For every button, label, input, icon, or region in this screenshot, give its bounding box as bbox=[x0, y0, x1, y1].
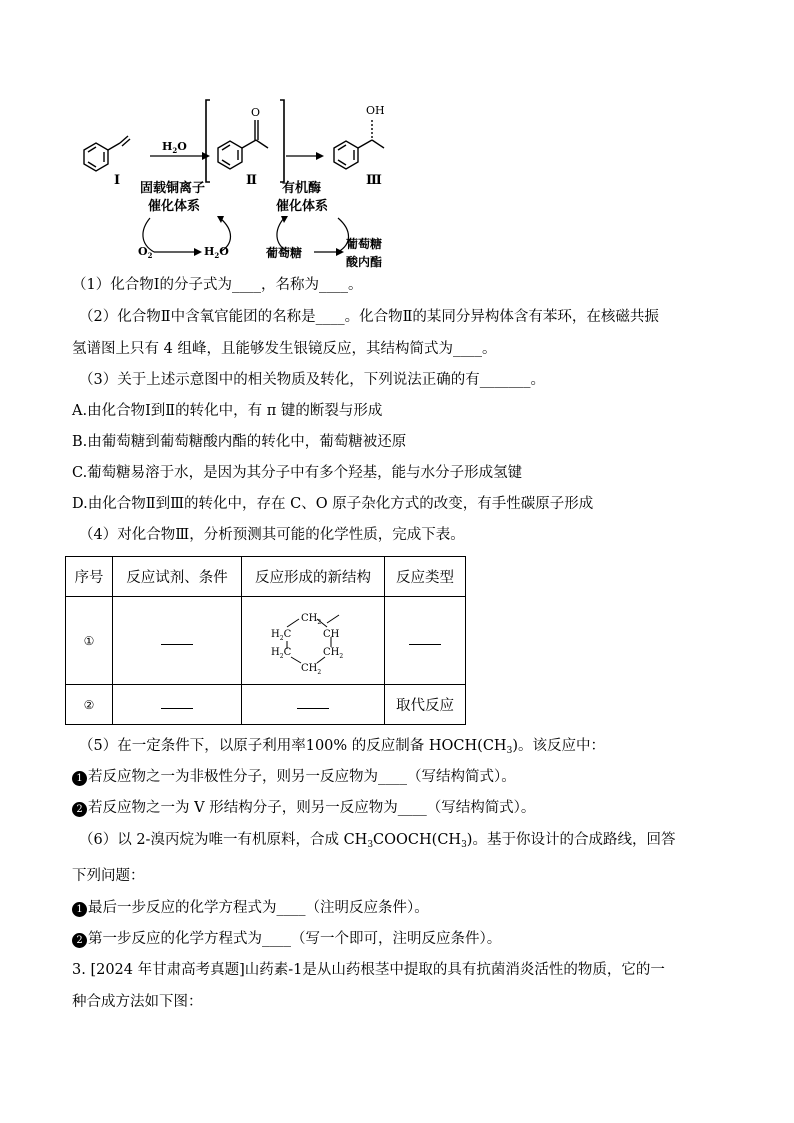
arrow-2-head bbox=[316, 152, 324, 160]
question-3-gansu-line1: 3. [2024 年甘肃高考真题]山药素-1是从山药根茎中提取的具有抗菌消炎活性的物质，它的一 bbox=[72, 962, 665, 978]
question-3: （3）关于上述示意图中的相关物质及转化，下列说法正确的有_______。 bbox=[79, 372, 545, 388]
catalyst-1-line2: 催化体系 bbox=[148, 199, 201, 214]
header-no: 序号 bbox=[66, 557, 113, 597]
compound-2-structure bbox=[218, 120, 268, 169]
compound-1-label: Ⅰ bbox=[114, 173, 121, 188]
catalyst-1-line1: 固载铜离子 bbox=[140, 181, 206, 196]
o2-arrowhead bbox=[194, 248, 202, 256]
question-6-line2: 下列问题： bbox=[72, 868, 145, 884]
compound-3-label: Ⅲ bbox=[366, 173, 382, 188]
compound-1-structure bbox=[84, 136, 130, 171]
option-c: C.葡萄糖易溶于水，是因为其分子中有多个羟基，能与水分子形成氢键 bbox=[72, 465, 523, 481]
right-bracket bbox=[280, 100, 284, 182]
question-6-1: 1 最后一步反应的化学方程式为____（注明反应条件）。 bbox=[72, 898, 429, 918]
table-header-row bbox=[66, 557, 466, 597]
left-bracket bbox=[206, 100, 210, 182]
question-1: （1）化合物Ⅰ的分子式为____，名称为____。 bbox=[72, 277, 363, 293]
struct-h2c-left-bot: $H_2C$ bbox=[271, 646, 292, 660]
o2-label: $O_2$ bbox=[138, 245, 153, 260]
option-d: D.由化合物Ⅱ到Ⅲ的转化中，存在 C、O 原子杂化方式的改变，有手性碳原子形成 bbox=[72, 496, 594, 512]
carbonyl-oxygen: O bbox=[251, 106, 261, 119]
header-reagent: 反应试剂、条件 bbox=[113, 557, 242, 597]
table-row bbox=[66, 597, 466, 685]
question-2-line1: （2）化合物Ⅱ中含氧官能团的名称是____。化合物Ⅱ的某同分异构体含有苯环，在核磁共振 bbox=[79, 309, 659, 325]
question-6-line1: （6）以 2-溴丙烷为唯一有机原料，合成 $CH_3COOCH(CH_3)$。基于你设计的合成路线，回答 bbox=[79, 832, 676, 850]
reaction-scheme bbox=[70, 92, 400, 270]
row1-no: ① bbox=[66, 597, 113, 685]
row2-structure-blank[interactable] bbox=[242, 685, 385, 725]
header-type: 反应类型 bbox=[385, 557, 466, 597]
question-5-2: 2 若反应物之一为 V 形结构分子，则另一反应物为____（写结构简式）。 bbox=[72, 798, 535, 818]
question-6-2: 2 第一步反应的化学方程式为____（写一个即可，注明反应条件）。 bbox=[72, 929, 501, 949]
cyclohexyl-structure bbox=[263, 601, 363, 677]
row1-reagent-blank[interactable] bbox=[113, 597, 242, 685]
row2-reagent-blank[interactable] bbox=[113, 685, 242, 725]
struct-ch2-right: $CH_2$ bbox=[323, 646, 344, 660]
option-a: A.由化合物Ⅰ到Ⅱ的转化中，有 π 键的断裂与形成 bbox=[72, 403, 383, 419]
catalyst-2-line1: 有机酶 bbox=[282, 181, 322, 196]
struct-ch: CH bbox=[323, 628, 340, 640]
lactone-line1: 葡萄糖 bbox=[346, 237, 383, 251]
compound-3-structure bbox=[334, 118, 384, 169]
properties-table bbox=[65, 556, 466, 725]
water-reagent: $H_2O$ bbox=[162, 140, 187, 155]
header-structure: 反应形成的新结构 bbox=[242, 557, 385, 597]
catalyst-2-line2: 催化体系 bbox=[276, 199, 329, 214]
h2o-label: $H_2O$ bbox=[204, 245, 229, 260]
row1-type-blank[interactable] bbox=[385, 597, 466, 685]
question-4: （4）对化合物Ⅲ，分析预测其可能的化学性质，完成下表。 bbox=[79, 527, 465, 543]
struct-h2c-left-top: $H_2C$ bbox=[271, 628, 292, 642]
hydroxyl-group: OH bbox=[366, 104, 385, 117]
struct-ch2-bot: $CH_2$ bbox=[301, 662, 322, 676]
glucose-label: 葡萄糖 bbox=[266, 246, 303, 260]
cycle-1-arrowhead bbox=[217, 216, 224, 223]
question-2-line2: 氢谱图上只有 4 组峰，且能够发生银镜反应，其结构简式为____。 bbox=[72, 341, 497, 357]
struct-ch2-top: $CH_2$ bbox=[301, 612, 322, 626]
compound-2-label: Ⅱ bbox=[246, 173, 257, 188]
lactone-line2: 酸内酯 bbox=[346, 255, 383, 269]
option-b: B.由葡萄糖到葡萄糖酸内酯的转化中，葡萄糖被还原 bbox=[72, 434, 407, 450]
question-5-1: 1 若反应物之一为非极性分子，则另一反应物为____（写结构简式）。 bbox=[72, 767, 516, 787]
row2-type: 取代反应 bbox=[385, 685, 466, 725]
question-3-gansu-line2: 种合成方法如下图： bbox=[72, 994, 203, 1010]
row1-structure bbox=[242, 597, 385, 685]
question-5: （5）在一定条件下，以原子利用率100% 的反应制备 $HOCH(CH_3)$。该反应中： bbox=[79, 738, 605, 756]
row2-no: ② bbox=[66, 685, 113, 725]
table-row bbox=[66, 685, 466, 725]
cycle-2-arrowhead bbox=[281, 216, 288, 223]
